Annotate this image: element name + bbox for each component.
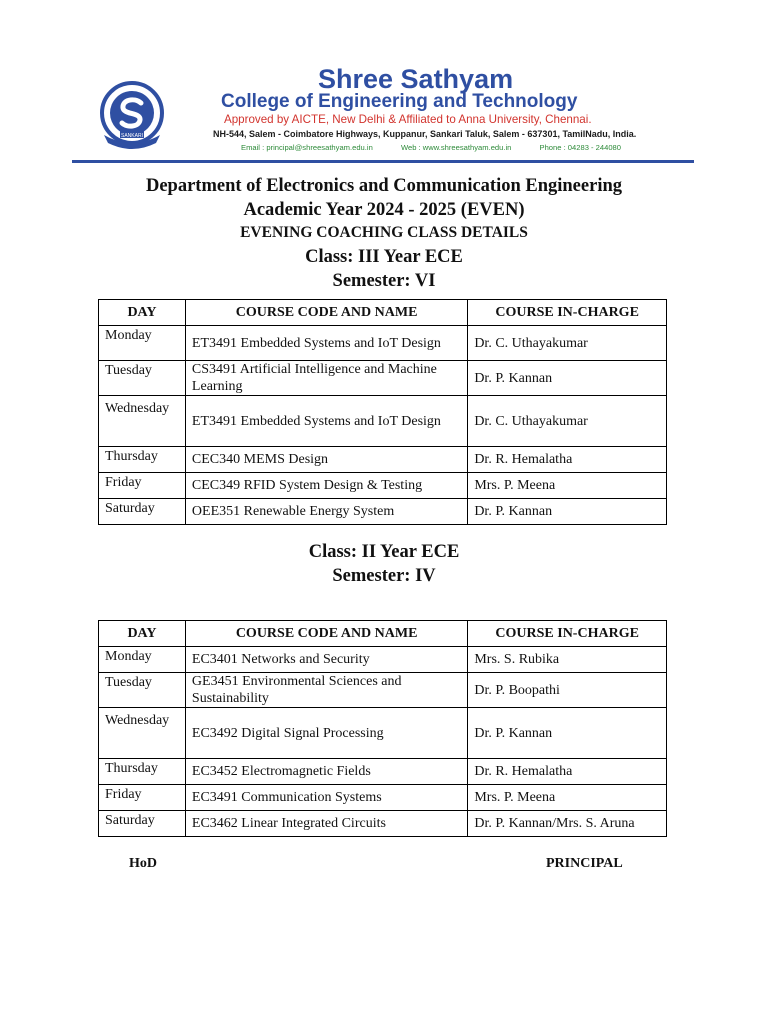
table-header-row bbox=[99, 621, 667, 647]
table-row bbox=[99, 326, 667, 361]
course-cell: EC3452 Electromagnetic Fields bbox=[185, 759, 467, 785]
table-row bbox=[99, 811, 667, 837]
incharge-cell: Dr. C. Uthayakumar bbox=[468, 396, 667, 447]
incharge-cell: Dr. R. Hemalatha bbox=[468, 759, 667, 785]
course-cell: CS3491 Artificial Intelligence and Machine Learning bbox=[185, 361, 467, 396]
department-heading: Department of Electronics and Communication Engineering bbox=[145, 176, 622, 196]
course-cell: OEE351 Renewable Energy System bbox=[185, 499, 467, 525]
approval-line: Approved by AICTE, New Delhi & Affiliated to Anna University, Chennai. bbox=[224, 113, 592, 126]
course-cell: ET3491 Embedded Systems and IoT Design bbox=[185, 326, 467, 361]
course-cell: CEC340 MEMS Design bbox=[185, 447, 467, 473]
day-cell: Monday bbox=[99, 326, 186, 361]
day-cell: Monday bbox=[99, 647, 186, 673]
course-cell: EC3462 Linear Integrated Circuits bbox=[185, 811, 467, 837]
day-cell: Wednesday bbox=[99, 708, 186, 759]
table-row bbox=[99, 708, 667, 759]
table-row bbox=[99, 396, 667, 447]
class-heading: Class: II Year ECE bbox=[308, 542, 460, 562]
incharge-cell: Dr. P. Kannan bbox=[468, 361, 667, 396]
table-row bbox=[99, 673, 667, 708]
course-cell: EC3401 Networks and Security bbox=[185, 647, 467, 673]
day-cell: Friday bbox=[99, 473, 186, 499]
incharge-cell: Dr. P. Boopathi bbox=[468, 673, 667, 708]
column-header-day: DAY bbox=[99, 621, 186, 647]
table-row bbox=[99, 361, 667, 396]
address-line: NH-544, Salem - Coimbatore Highways, Kuppanur, Sankari Taluk, Salem - 637301, TamilNadu, India. bbox=[213, 129, 637, 139]
column-header-course: COURSE CODE AND NAME bbox=[185, 621, 467, 647]
contact-line bbox=[241, 143, 647, 152]
column-header-course: COURSE CODE AND NAME bbox=[185, 300, 467, 326]
academic-year-heading: Academic Year 2024 - 2025 (EVEN) bbox=[243, 200, 525, 220]
course-cell: GE3451 Environmental Sciences and Sustainability bbox=[185, 673, 467, 708]
college-subtitle: College of Engineering and Technology bbox=[221, 91, 578, 112]
schedule-table bbox=[98, 620, 667, 837]
schedule-table bbox=[98, 299, 667, 525]
incharge-cell: Dr. P. Kannan bbox=[468, 708, 667, 759]
logo-text: SANKARI bbox=[121, 133, 143, 139]
table-row bbox=[99, 447, 667, 473]
column-header-incharge: COURSE IN-CHARGE bbox=[468, 300, 667, 326]
course-cell: ET3491 Embedded Systems and IoT Design bbox=[185, 396, 467, 447]
column-header-incharge: COURSE IN-CHARGE bbox=[468, 621, 667, 647]
hod-signature-label: HoD bbox=[129, 856, 157, 871]
semester-heading: Semester: VI bbox=[332, 271, 436, 291]
day-cell: Thursday bbox=[99, 447, 186, 473]
semester-heading: Semester: IV bbox=[332, 566, 436, 586]
day-cell: Wednesday bbox=[99, 396, 186, 447]
day-cell: Friday bbox=[99, 785, 186, 811]
incharge-cell: Dr. P. Kannan/Mrs. S. Aruna bbox=[468, 811, 667, 837]
principal-signature-label: PRINCIPAL bbox=[546, 856, 623, 871]
table-row bbox=[99, 647, 667, 673]
incharge-cell: Mrs. P. Meena bbox=[468, 473, 667, 499]
table-row bbox=[99, 473, 667, 499]
course-cell: EC3492 Digital Signal Processing bbox=[185, 708, 467, 759]
day-cell: Saturday bbox=[99, 811, 186, 837]
course-cell: EC3491 Communication Systems bbox=[185, 785, 467, 811]
incharge-cell: Dr. P. Kannan bbox=[468, 499, 667, 525]
incharge-cell: Mrs. S. Rubika bbox=[468, 647, 667, 673]
incharge-cell: Dr. R. Hemalatha bbox=[468, 447, 667, 473]
day-cell: Thursday bbox=[99, 759, 186, 785]
email-text: Email : principal@shreesathyam.edu.in bbox=[241, 143, 373, 152]
column-header-day: DAY bbox=[99, 300, 186, 326]
table-header-row bbox=[99, 300, 667, 326]
table-row bbox=[99, 785, 667, 811]
incharge-cell: Dr. C. Uthayakumar bbox=[468, 326, 667, 361]
day-cell: Tuesday bbox=[99, 673, 186, 708]
college-name: Shree Sathyam bbox=[318, 64, 514, 94]
web-text: Web : www.shreesathyam.edu.in bbox=[400, 143, 512, 152]
college-logo-icon bbox=[94, 77, 170, 153]
day-cell: Tuesday bbox=[99, 361, 186, 396]
document-title: EVENING COACHING CLASS DETAILS bbox=[240, 224, 528, 241]
course-cell: CEC349 RFID System Design & Testing bbox=[185, 473, 467, 499]
incharge-cell: Mrs. P. Meena bbox=[468, 785, 667, 811]
phone-text: Phone : 04283 - 244080 bbox=[539, 143, 622, 152]
table-row bbox=[99, 499, 667, 525]
day-cell: Saturday bbox=[99, 499, 186, 525]
class-heading: Class: III Year ECE bbox=[305, 247, 463, 267]
letterhead-divider bbox=[72, 160, 694, 163]
table-row bbox=[99, 759, 667, 785]
letterhead bbox=[72, 60, 694, 164]
